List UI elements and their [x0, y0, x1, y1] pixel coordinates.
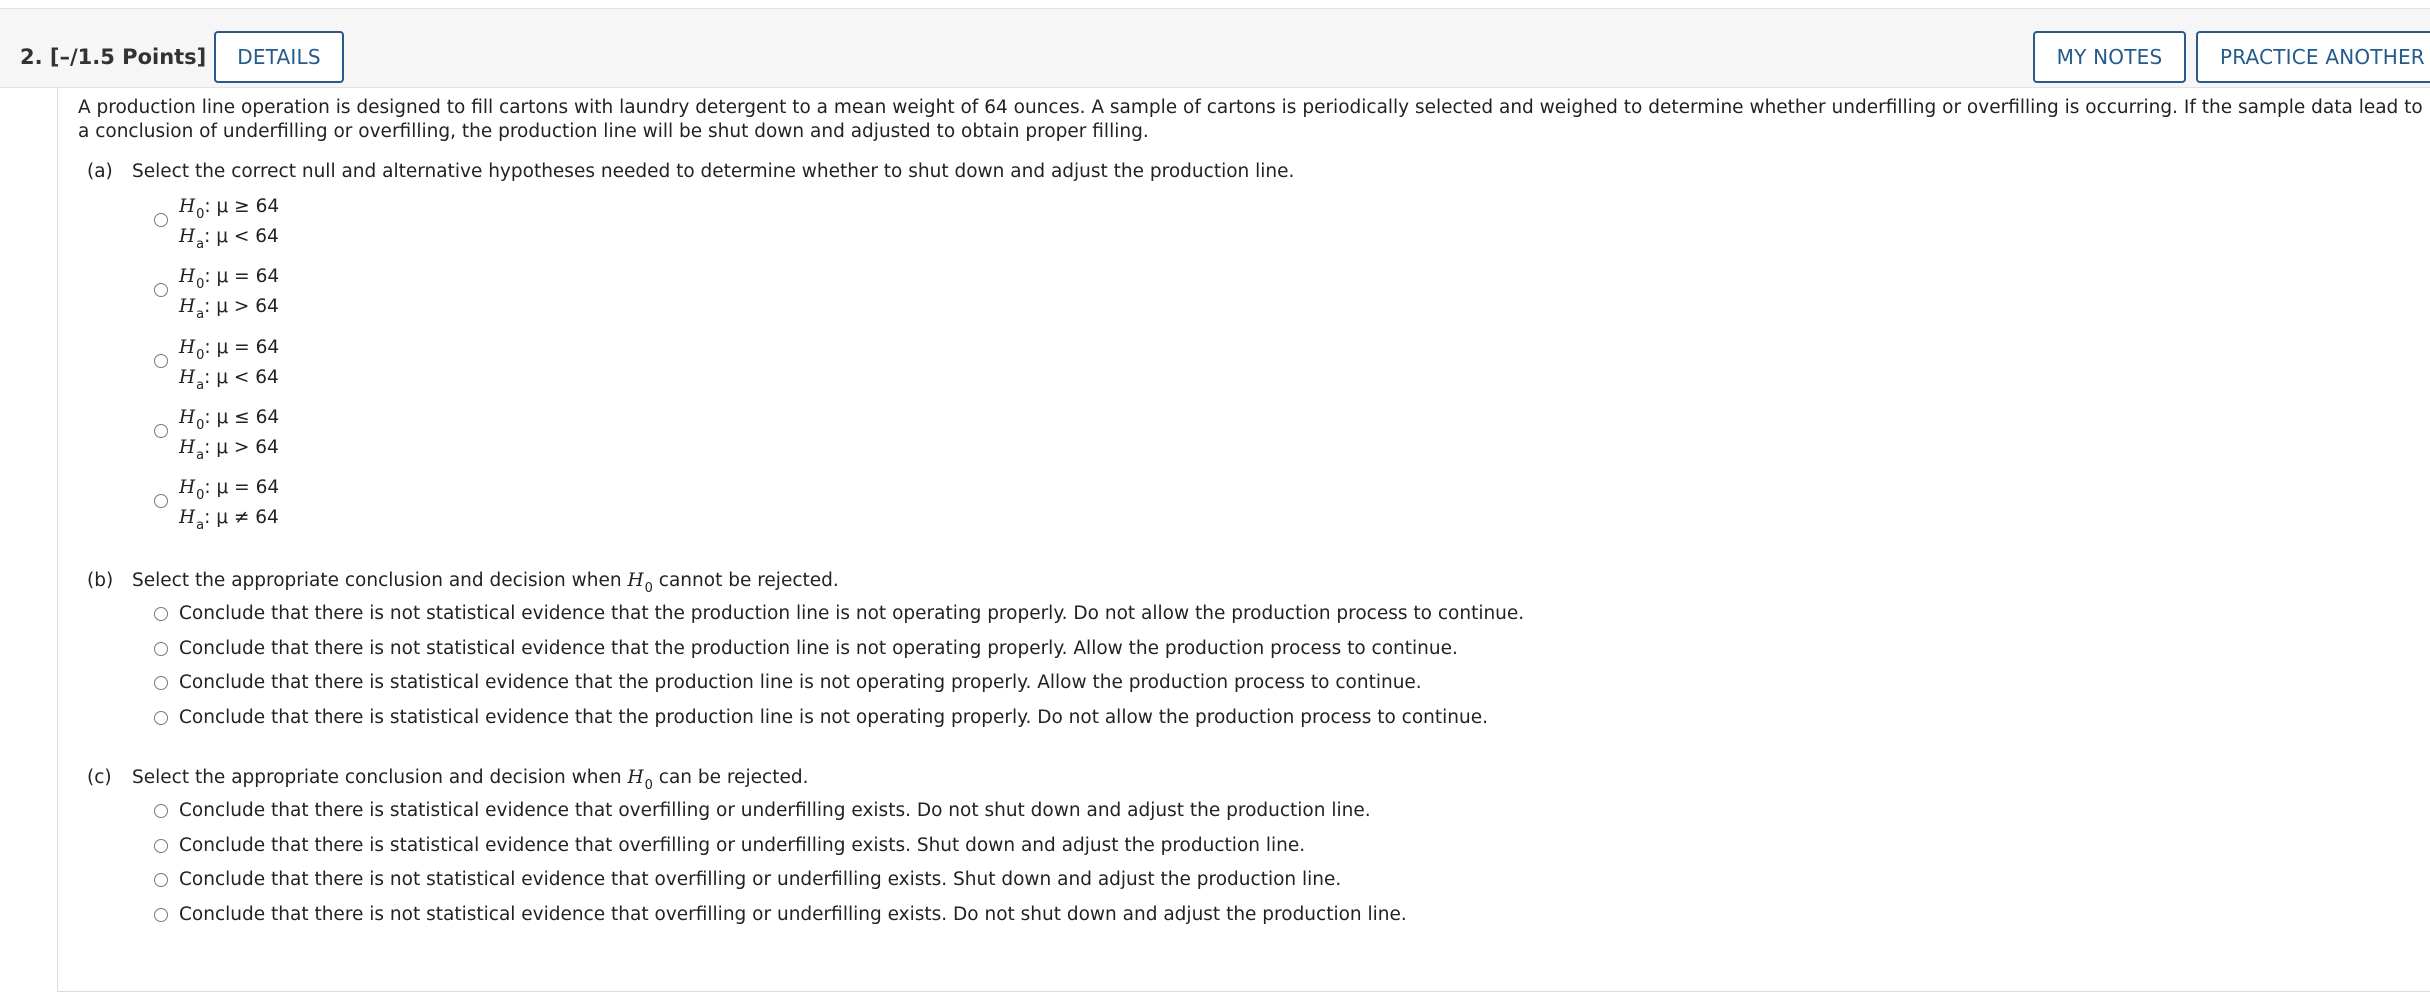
radio-button[interactable]: [154, 908, 168, 922]
part-b-option[interactable]: [154, 603, 1524, 624]
question-body: [57, 88, 2430, 992]
radio-button[interactable]: [154, 494, 168, 508]
details-button[interactable]: DETAILS: [214, 31, 344, 83]
part-a-prompt: [87, 161, 1294, 182]
radio-button[interactable]: [154, 873, 168, 887]
my-notes-button[interactable]: MY NOTES: [2033, 31, 2186, 83]
option-label: Conclude that there is statistical evidence that overfilling or underfilling exists. Do not shut down and adjust the production line.: [179, 800, 1371, 821]
radio-button[interactable]: [154, 283, 168, 297]
option-label: Conclude that there is not statistical evidence that overfilling or underfilling exists. Do not shut down and adjust the production line.: [179, 904, 1407, 925]
option-label: Conclude that there is not statistical evidence that the production line is not operating properly. Allow the production process to continue.: [179, 638, 1458, 659]
option-label: Conclude that there is not statistical evidence that the production line is not operating properly. Do not allow the production process to continue.: [179, 603, 1525, 624]
radio-button[interactable]: [154, 642, 168, 656]
radio-button[interactable]: [154, 213, 168, 227]
part-a-label: (a): [87, 161, 113, 182]
radio-button[interactable]: [154, 711, 168, 725]
option-label: Conclude that there is not statistical evidence that overfilling or underfilling exists. Shut down and adjust the production line.: [179, 869, 1342, 890]
part-b-prompt: (b) Select the appropriate conclusion and decision when $H_0$ cannot be rejected.: [87, 570, 839, 596]
radio-button[interactable]: [154, 676, 168, 690]
part-b-option[interactable]: [154, 707, 1488, 728]
alternative-hypothesis: $H_a$: μ < 64: [179, 226, 279, 252]
option-label: Conclude that there is statistical evidence that overfilling or underfilling exists. Shut down and adjust the production line.: [179, 835, 1306, 856]
null-hypothesis: $H_0$: μ = 64: [179, 266, 280, 292]
option-label: Conclude that there is statistical evidence that the production line is not operating properly. Do not allow the production process to continue.: [179, 707, 1488, 728]
part-c-option[interactable]: [154, 835, 1305, 856]
part-c-option[interactable]: [154, 904, 1407, 925]
question-title: 2. [–/1.5 Points]: [20, 45, 207, 69]
radio-button[interactable]: [154, 354, 168, 368]
radio-button[interactable]: [154, 607, 168, 621]
alternative-hypothesis: $H_a$: μ ≠ 64: [179, 507, 279, 533]
alternative-hypothesis: $H_a$: μ > 64: [179, 437, 279, 463]
null-hypothesis: $H_0$: μ ≤ 64: [179, 407, 280, 433]
part-b-option[interactable]: [154, 672, 1422, 693]
option-label: Conclude that there is statistical evidence that the production line is not operating properly. Allow the production process to continue.: [179, 672, 1422, 693]
alternative-hypothesis: $H_a$: μ > 64: [179, 296, 279, 322]
part-c-option[interactable]: [154, 800, 1371, 821]
part-c-option[interactable]: [154, 869, 1341, 890]
null-hypothesis: $H_0$: μ = 64: [179, 337, 280, 363]
part-a-text: Select the correct null and alternative hypotheses needed to determine whether to shut down and adjust the production line.: [132, 161, 1295, 182]
question-intro: A production line operation is designed to fill cartons with laundry detergent to a mean weight of 64 ounces. A sample of cartons is periodically selected and weighed to determine whether underfilling or overfilling is occurring. If the sample data lead to a conclusion of underfilling or overfilling, the production line will be shut down and adjusted to obtain proper filling.: [78, 97, 2423, 142]
part-c-prompt: (c) Select the appropriate conclusion and decision when $H_0$ can be rejected.: [87, 767, 809, 793]
alternative-hypothesis: $H_a$: μ < 64: [179, 367, 279, 393]
radio-button[interactable]: [154, 424, 168, 438]
question-header: [0, 8, 2430, 88]
radio-button[interactable]: [154, 804, 168, 818]
part-b-option[interactable]: [154, 638, 1458, 659]
practice-another-button[interactable]: PRACTICE ANOTHER: [2196, 31, 2430, 83]
null-hypothesis: $H_0$: μ = 64: [179, 477, 280, 503]
part-b-label: (b): [87, 570, 114, 591]
part-c-label: (c): [87, 767, 112, 788]
null-hypothesis: $H_0$: μ ≥ 64: [179, 196, 280, 222]
radio-button[interactable]: [154, 839, 168, 853]
